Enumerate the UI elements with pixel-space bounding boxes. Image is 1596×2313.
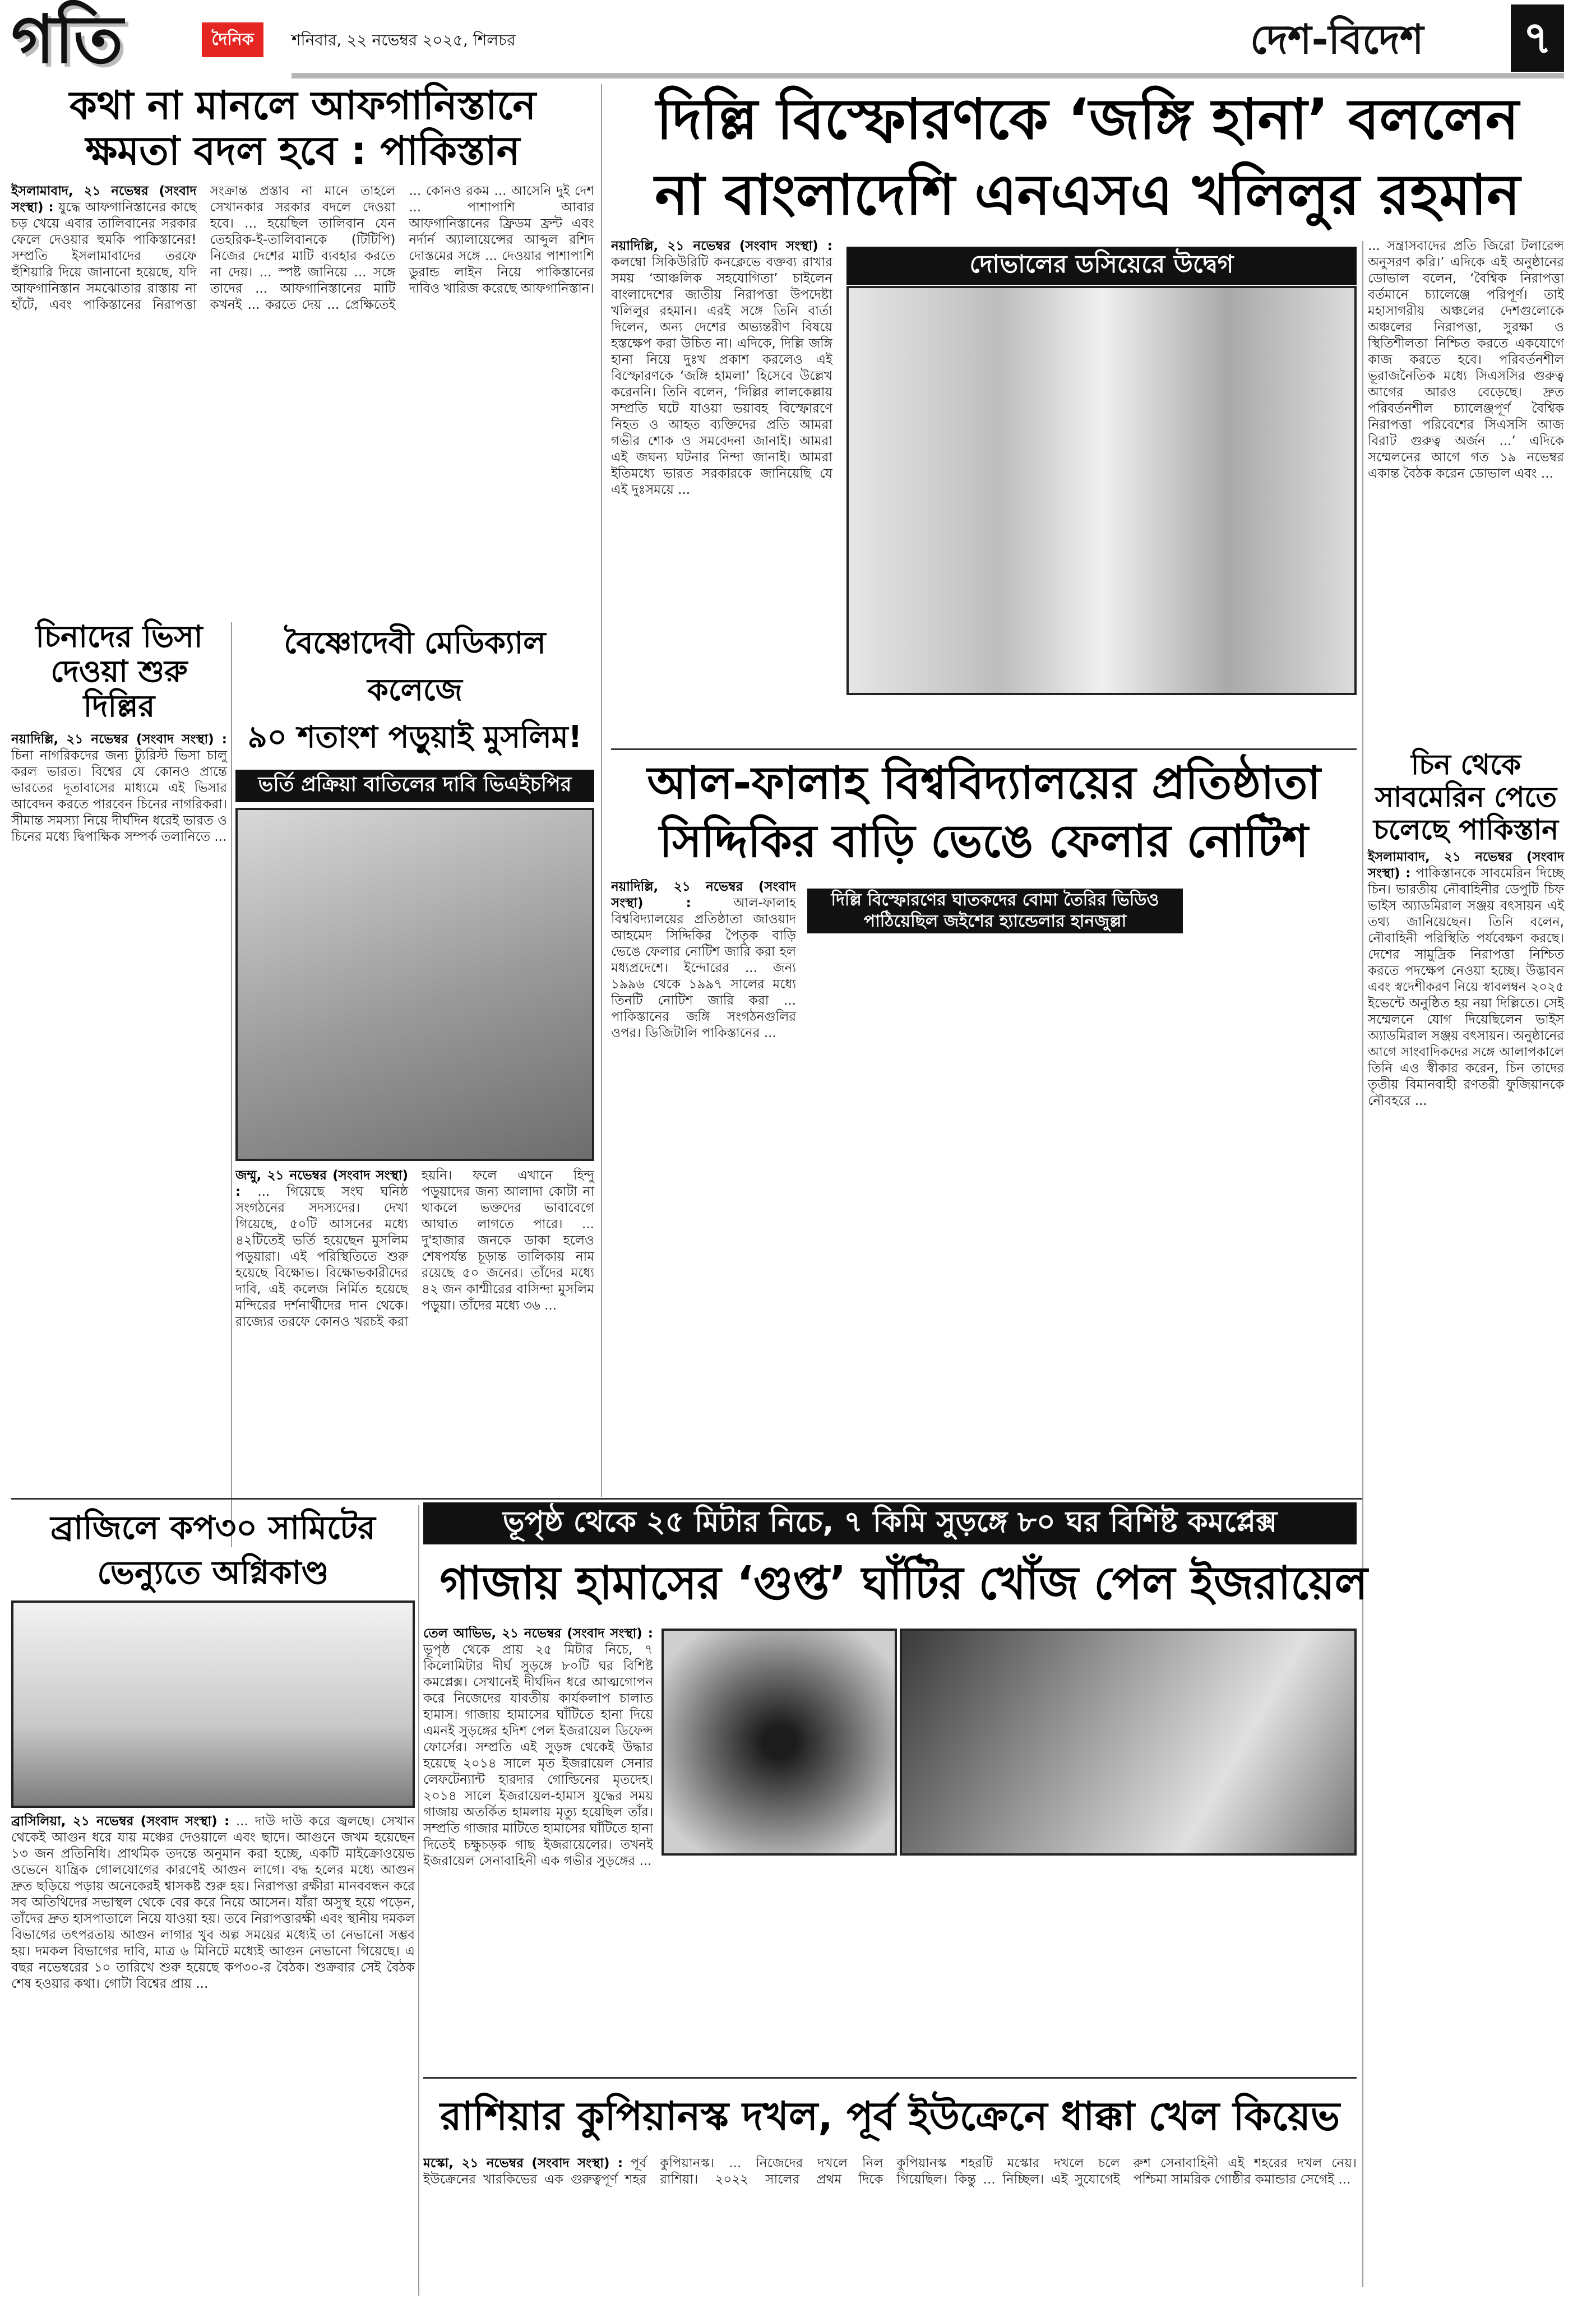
body-text: ভূপৃষ্ঠ থেকে প্রায় ২৫ মিটার নিচে, ৭ কিলোমিটার দীর্ঘ সুড়ঙ্গে ৮০টি ঘর বিশিষ্ট কমপ্লেক্স। সেখানেই দীর্ঘদিন ধরে আত্মগোপন করে নিজেদের যাবতীয় কার্যকলাপ চালাত হামাস। গাজায় হামাসের ঘাঁটিতে হানা দিয়ে এমনই সুড়ঙ্গের হদিশ পেল ইজরায়েল ডিফেন্স ফোর্সের। সম্প্রতি এই সুড়ঙ্গ থেকেই উদ্ধার হয়েছে ২০১৪ সালে মৃত ইজরায়েল সেনার লেফটেন্যান্ট হারদার গোল্ডিনের মৃতদেহ। ২০১৪ সালে ইজরায়েল-হামাস যুদ্ধের সময় গাজায় অতর্কিত হামলায় মৃত্যু হয়েছিল তাঁর। সম্প্রতি গাজার মাটিতে হামাসের ঘাঁটিতে হানা দিতেই চক্ষুচড়ক গাছ ইজরায়েলের। তখনই ইজরায়েল সেনাবাহিনী এক গভীর সুড়ঙ্গের ... bbox=[423, 1643, 653, 1868]
dateline: নয়াদিল্লি, ২১ নভেম্বর (সংবাদ সংস্থা) : bbox=[611, 880, 796, 910]
article-china-submarine bbox=[1368, 748, 1564, 1500]
tunnel-room-photo bbox=[900, 1629, 1357, 1856]
headline-line-1: চিনাদের ভিসা bbox=[35, 619, 203, 654]
banner-line-1: দিল্লি বিস্ফোরণের ঘাতকদের বোমা তৈরির ভিডিও bbox=[831, 890, 1159, 910]
headline-line-1: কথা না মানলে আফগানিস্তানে bbox=[69, 82, 536, 128]
headline-line-2: ৯০ শতাংশ পড়ুয়াই মুসলিম! bbox=[247, 719, 582, 755]
russia-headline-box bbox=[423, 2083, 1357, 2153]
headline-line-2: না বাংলাদেশি এনএসএ খলিলুর রহমান bbox=[655, 162, 1520, 228]
body-text: কলম্বো সিকিউরিটি কনক্লেভে বক্তব্য রাখার সময় ‘আঞ্চলিক সহযোগিতা’ চাইলেন বাংলাদেশের জাতীয় নিরাপত্তা উপদেষ্টা খলিলুর রহমান। এরই সঙ্গে তিনি বার্তা দিলেন, অন্য দেশের অভ্যন্তরীণ বিষয়ে হস্তক্ষেপ করা উচিত না। এদিকে, দিল্লি জঙ্গি হানা নিয়ে দুঃখ প্রকাশ করলেও এই বিস্ফোরণকে ‘জঙ্গি হামলা’ হিসেবে উল্লেখ করেননি। তিনি বলেন, ‘দিল্লির লালকেল্লায় সম্প্রতি ঘটে যাওয়া ভয়াবহ বিস্ফোরণে নিহত ও আহত ব্যক্তিদের প্রতি আমরা গভীর শোক ও সমবেদনা জানাই। আমরা এই জঘন্য ঘটনার নিন্দা জানাই। আমরা ইতিমধ্যে ভারত সরকারকে জানিয়েছি যে এই দুঃসময়ে ... bbox=[611, 255, 832, 497]
russia-body bbox=[423, 2155, 1357, 2301]
dateline: ইসলামাবাদ, ২১ নভেম্বর (সংবাদ সংস্থা) : bbox=[11, 184, 197, 215]
article-brazil-cop30 bbox=[11, 1505, 415, 2301]
masthead-rule bbox=[292, 73, 1564, 78]
masthead bbox=[0, 0, 1596, 81]
fire-photo bbox=[11, 1600, 415, 1808]
article-vaishno-devi bbox=[235, 619, 594, 1553]
dateline: জম্মু, ২১ নভেম্বর (সংবাদ সংস্থা) : bbox=[235, 1168, 408, 1199]
main-article-body-right bbox=[1368, 238, 1564, 743]
section-divider bbox=[423, 2077, 1357, 2079]
headline bbox=[611, 81, 1564, 233]
headline bbox=[1368, 748, 1564, 846]
gaza-body bbox=[423, 1626, 653, 2063]
article-china-visa bbox=[11, 619, 227, 1550]
body-text: ... গিয়েছে সংঘ ঘনিষ্ঠ সংগঠনের সদস্যদের। দেখা গিয়েছে, ৫০টি আসনের মধ্যে ৪২টিতেই ভর্তি হয়েছেন মুসলিম পড়ুয়ারা। এই পরিস্থিতিতে শুরু হয়েছে বিক্ষোভ। বিক্ষোভকারীদের দাবি, এই কলেজ নির্মিত হয়েছে মন্দিরের দর্শনার্থীদের দান থেকে। রাজ্যের তরফে কোনও খরচই করা হয়নি। ফলে এখানে হিন্দু পড়ুয়াদের জন্য আলাদা কোটা না থাকলে ভক্তদের ভাবাবেগে আঘাত লাগতে পারে। ... দু'হাজার জনকে ডাকা হলেও শেষপর্যন্ত চূড়ান্ত তালিকায় নাম রয়েছে ৫০ জনের। তাঁদের মধ্যে ৪২ জন কাশ্মীরের বাসিন্দা মুসলিম পড়ুয়া। তাঁদের মধ্যে ৩৬ ... bbox=[235, 1168, 594, 1329]
article-afghanistan bbox=[11, 83, 594, 616]
gaza-headline-box bbox=[423, 1550, 1368, 1620]
headline-line-1: চিন থেকে bbox=[1410, 748, 1521, 781]
headline-line-1: ব্রাজিলে কপ৩০ সামিটের bbox=[50, 1509, 376, 1547]
article-body bbox=[11, 183, 594, 598]
article-body bbox=[11, 732, 227, 845]
page-number: ৭ bbox=[1511, 4, 1564, 72]
headline-line-2: ক্ষমতা বদল হবে : পাকিস্তান bbox=[85, 127, 520, 174]
dateline: নয়াদিল্লি, ২১ নভেম্বর (সংবাদ সংস্থা) : bbox=[11, 732, 227, 747]
daily-badge-text: দৈনিক bbox=[211, 29, 254, 49]
banner-line-2: পাঠিয়েছিল জইশের হ্যান্ডেলার হানজুল্লা bbox=[863, 912, 1127, 931]
dateline: মস্কো, ২১ নভেম্বর (সংবাদ সংস্থা) : bbox=[423, 2156, 623, 2171]
article-body bbox=[11, 1814, 415, 1992]
headline-line-1: দিল্লি বিস্ফোরণকে ‘জঙ্গি হানা’ বললেন bbox=[656, 86, 1519, 152]
main-article-body-left bbox=[611, 238, 832, 698]
protest-photo bbox=[235, 808, 594, 1161]
column-divider bbox=[231, 622, 232, 1547]
issue-date: শনিবার, ২২ নভেম্বর ২০২৫, শিলচর bbox=[292, 31, 516, 49]
dateline: ইসলামাবাদ, ২১ নভেম্বর (সংবাদ সংস্থা) : bbox=[1368, 850, 1564, 881]
headline-line-3: চলেছে পাকিস্তান bbox=[1373, 813, 1559, 846]
photo-banner: দোভালের ডসিয়েরে উদ্বেগ bbox=[846, 247, 1357, 285]
dateline: ব্রাসিলিয়া, ২১ নভেম্বর (সংবাদ সংস্থা) : bbox=[11, 1814, 230, 1829]
headline-line-2: সিদ্দিকির বাড়ি ভেঙে ফেলার নোটিশ bbox=[659, 815, 1308, 867]
headline-line-2: দেওয়া শুরু দিল্লির bbox=[50, 654, 188, 724]
daily-badge bbox=[202, 22, 263, 57]
subheadline-banner: ভর্তি প্রক্রিয়া বাতিলের দাবি ভিএইচপির bbox=[235, 770, 594, 802]
headline bbox=[235, 619, 594, 761]
article-body bbox=[1368, 849, 1564, 1109]
headline-line-2: সাবমেরিন পেতে bbox=[1375, 781, 1557, 813]
body-text: পূর্ব ইউক্রেনের খারকিভের এক গুরুত্বপূর্ণ শহর কুপিয়ানস্ক। ... নিজেদের দখলে নিল রাশিয়া। ২০২২ সালের প্রথম দিকে কুপিয়ানস্ক শহরটি মস্কোর দখলে চলে গিয়েছিল। কিন্তু ... নিচ্ছিল। এই সুযোগেই রুশ সেনাবাহিনী এই শহরের দখল নেয়। পশ্চিমা সামরিক গোষ্ঠীর কমান্ডার সেগেই ... bbox=[423, 2156, 1357, 2187]
column-divider bbox=[601, 84, 602, 1497]
gaza-kicker-banner bbox=[423, 1502, 1357, 1544]
body-text: ... সন্ত্রাসবাদের প্রতি জিরো টলারেন্স অনুসরণ করি।’ এদিকে এই অনুষ্ঠানের ডোভাল বলেন, ‘বৈশ্বিক নিরাপত্তা বর্তমানে চ্যালেঞ্জে পরিপূর্ণ। তাই মহাসাগরীয় অঞ্চলের দেশগুলোকে অঞ্চলের নিরাপত্তা, সুরক্ষা ও স্থিতিশীলতা নিশ্চিত করতে একযোগে কাজ করতে হবে। পরিবর্তনশীল ভূরাজনৈতিক মধ্যে সিএসসির গুরুত্ব আগের আরও বেড়েছে। দ্রুত পরিবর্তনশীল চ্যালেঞ্জপূর্ণ বৈশ্বিক নিরাপত্তা পরিবেশের সিএসসি আজ বিরাট গুরুত্ব অর্জন ...’ এদিকে সম্মেলনের আগে গত ১৯ নভেম্বর একান্ত বৈঠক করেন ডোভাল এবং ... bbox=[1368, 239, 1564, 481]
russia-headline: রাশিয়ার কুপিয়ানস্ক দখল, পূর্ব ইউক্রেনে ধাক্কা খেল কিয়েভ bbox=[440, 2093, 1340, 2139]
al-falah-body-left bbox=[611, 879, 796, 1490]
gaza-headline: গাজায় হামাসের ‘গুপ্ত’ ঘাঁটির খোঁজ পেল ইজরায়েল bbox=[440, 1557, 1368, 1610]
dateline: তেল আভিভ, ২১ নভেম্বর (সংবাদ সংস্থা) : bbox=[423, 1626, 653, 1641]
headline bbox=[11, 83, 594, 173]
body-text: যুদ্ধে আফগানিস্তানের কাছে চড় খেয়ে এবার তালিবানের সরকার ফেলে দেওয়ার হুমকি পাকিস্তানের! সম্প্রতি ইসলামাবাদের তরফে হুঁশিয়ারি দিয়ে জানানো হয়েছে, যদি আফগানিস্তান সমঝোতার রাস্তায় না হাঁটে, এবং পাকিস্তানের নিরাপত্তা সংক্রান্ত প্রস্তাব না মানে তাহলে সেখানকার সরকার বদলে দেওয়া হবে। ... হয়েছিল তালিবান যেন তেহরিক-ই-তালিবানকে (টিটিপি) নিজের দেশের মাটি ব্যবহার করতে না দেয়। ... স্পষ্ট জানিয়ে ... সঙ্গে তাদের ... আফগানিস্তানের মাটি কখনই ... করতে দেয় ... প্রেক্ষিতেই ... কোনও রকম ... আসেনি দুই দেশ ... পাশাপাশি আবার আফগানিস্তানের ফ্রিডম ফ্রন্ট এবং নর্দার্ন অ্যালায়েন্সের আব্দুল রশিদ দোস্তমের সঙ্গে ... দেওয়ার পাশাপাশি ডুরান্ড লাইন নিয়ে পাকিস্তানের দাবিও খারিজ করেছে আফগানিস্তান। bbox=[11, 184, 594, 312]
headline bbox=[11, 1505, 415, 1595]
headline-line-1: বৈষ্ণোদেবী মেডিক্যাল কলেজে bbox=[284, 625, 546, 707]
section-divider bbox=[611, 748, 1357, 750]
headline-line-2: ভেন্যুতে অগ্নিকাণ্ড bbox=[97, 1553, 329, 1592]
inset-banner bbox=[807, 889, 1183, 933]
body-text: ... দাউ দাউ করে জ্বলছে। সেখান থেকেই আগুন ধরে যায় মঞ্চের দেওয়ালে এবং ছাদে। আগুনে জখম হয়েছেন ১৩ জন প্রতিনিধি। প্রাথমিক তদন্তে অনুমান করা হচ্ছে, একটি মাইক্রোওয়েভ ওভেনে যান্ত্রিক গোলযোগের কারণেই আগুন লাগে। বদ্ধ হলের মধ্যে আগুন দ্রুত ছড়িয়ে পড়ায় অনেকেরই শ্বাসকষ্ট শুরু হয়। নিরাপত্তা রক্ষীরা মানববন্ধন করে সব অতিথিদের সভাস্থল থেকে বের করে নিয়ে আসেন। যাঁরা অসুস্থ হয়ে পড়েন, তাঁদের দ্রুত হাসপাতালে নিয়ে যাওয়া হয়। তবে নিরাপত্তারক্ষী এবং স্থানীয় দমকল বিভাগের তৎপরতায় আগুন লাগার খুব অল্প সময়ের মধ্যেই তা নেভানো সম্ভব হয়। দমকল বিভাগের দাবি, মাত্র ৬ মিনিটে মধ্যেই আগুন নেভানো গিয়েছে। এ বছর নভেম্বরের ১০ তারিখে শুরু হয়েছে কপ৩০-র বৈঠক। শুক্রবার সেই বৈঠক শেষ হওয়ার কথা। গোটা বিশ্বের প্রায় ... bbox=[11, 1814, 415, 1991]
section-title: দেশ-বিদেশ bbox=[1250, 16, 1424, 63]
tunnel-photo bbox=[661, 1629, 897, 1856]
body-text: পাকিস্তানকে সাবমেরিন দিচ্ছে চিন। ভারতীয় নৌবাহিনীর ডেপুটি চিফ ভাইস অ্যাডমিরাল সঞ্জয় বৎসায়ন এই তথ্য জানিয়েছেন। তিনি বলেন, নৌবাহিনী পরিস্থিতি পর্যবেক্ষণ করছে। দেশের সামুদ্রিক নিরাপত্তা নিশ্চিত করতে পদক্ষেপ নেওয়া হচ্ছে। উদ্ভাবন এবং স্বদেশীকরণ নিয়ে স্বাবলম্বন ২০২৫ ইভেন্টে অনুষ্ঠিত হয় নয়া দিল্লিতে। সেই সম্মেলনে যোগ দিয়েছিলেন ভাইস অ্যাডমিরাল সঞ্জয় বৎসায়ন। অনুষ্ঠানের আগে সাংবাদিকদের সঙ্গে আলাপকালে তিনি এও স্বীকার করেন, চিন তাদের তৃতীয় বিমানবাহী রণতরী ফুজিয়ানকে নৌবহরে ... bbox=[1368, 866, 1564, 1108]
doval-handshake-photo bbox=[846, 286, 1357, 695]
body-text: আল-ফালাহ বিশ্ববিদ্যালয়ের প্রতিষ্ঠাতা জাওয়াদ আহমেদ সিদ্দিকির পৈতৃক বাড়ি ভেঙে ফেলার নোটিশ জারি করা হল মধ্যপ্রদেশে। ইন্দোরের ... জন্য ১৯৯৬ থেকে ১৯৯৭ সালের মধ্যে তিনটি নোটিশ জারি করা ... পাকিস্তানের জঙ্গি সংগঠনগুলির ওপর। ডিজিটালি পাকিস্তানের ... bbox=[611, 896, 796, 1040]
body-text: চিনা নাগরিকদের জন্য ট্যুরিস্ট ভিসা চালু করল ভারত। বিশ্বের যে কোনও প্রান্তে ভারতের দূতাবাসের মাধ্যমে এই ভিসার আবেদন করতে পারবেন চিনের নাগরিকরা। সীমান্ত সমস্যা নিয়ে দীর্ঘদিন ধরেই ভারত ও চিনের মধ্যে দ্বিপাক্ষিক সম্পর্ক তলানিতে ... bbox=[11, 748, 227, 845]
newspaper-logo: গতি bbox=[11, 1, 123, 78]
gaza-kicker-text: ভূপৃষ্ঠ থেকে ২৫ মিটার নিচে, ৭ কিমি সুড়ঙ্গে ৮০ ঘর বিশিষ্ট কমপ্লেক্স bbox=[502, 1505, 1278, 1539]
column-divider bbox=[1362, 241, 1363, 2287]
dateline: নয়াদিল্লি, ২১ নভেম্বর (সংবাদ সংস্থা) : bbox=[611, 239, 832, 253]
headline-line-1: আল-ফালাহ বিশ্ববিদ্যালয়ের প্রতিষ্ঠাতা bbox=[647, 757, 1321, 809]
headline bbox=[11, 619, 227, 724]
column-divider bbox=[418, 1505, 419, 2296]
headline bbox=[611, 754, 1357, 871]
